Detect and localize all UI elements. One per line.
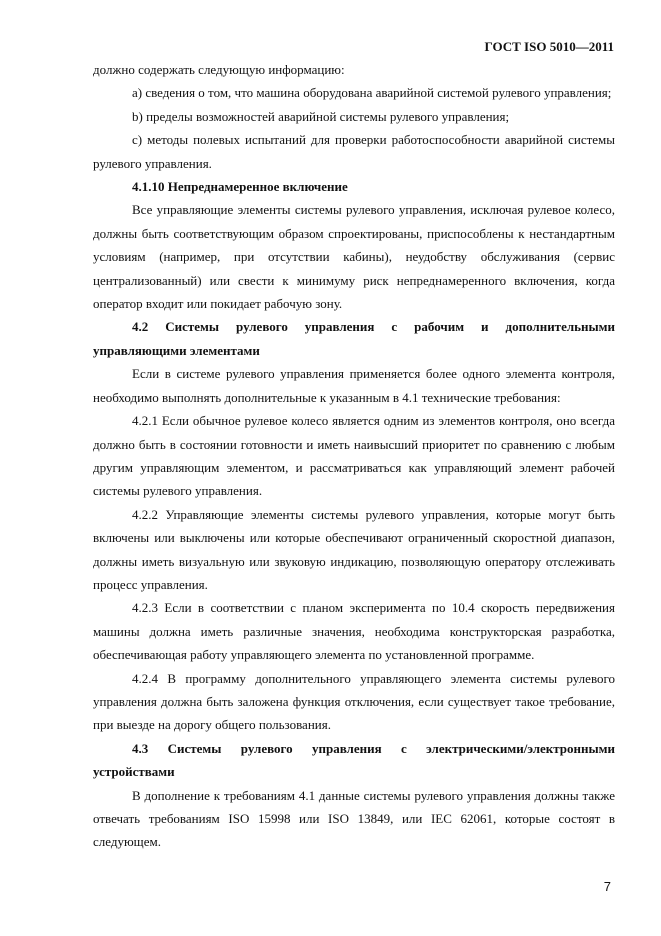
list-item-b: b) пределы возможностей аварийной системы рулевого управления; [132, 108, 510, 124]
list-item-c: c) методы полевых испытаний для проверки работоспособности аварийной системы рулевого управления. [93, 132, 615, 171]
paragraph: Все управляющие элементы системы рулевого управления, исключая рулевое колесо, должны быть соответствующим образом спроектированы, приспособлены к нестандартным условиям (например, при отсутствии кабины), неудобству обслуживания (сервис централизованный) или свести к минимуму риск непреднамеренного включения, когда оператор входит или покидает рабочую зону. [93, 202, 615, 312]
section-heading-4-1-10: 4.1.10 Непреднамеренное включение [132, 179, 348, 195]
section-heading-4-2: 4.2 Системы рулевого управления с рабочим и дополнительными управляющими элементами [93, 319, 615, 358]
clause-4-2-3: 4.2.3 Если в соответствии с планом эксперимента по 10.4 скорость передвижения машины должна иметь различные значения, необходима конструкторская разработка, обеспечивающая работу управляющего элемента по установленной программе. [93, 600, 615, 663]
document-header: ГОСТ ISO 5010—2011 [484, 39, 614, 54]
list-item-a: a) сведения о том, что машина оборудована аварийной системой рулевого управления; [132, 85, 612, 101]
paragraph: В дополнение к требованиям 4.1 данные системы рулевого управления должны также отвечать требованиям ISO 15998 или ISO 13849, или IEC 62061, которые состоят в следующем. [93, 787, 615, 850]
page-body [93, 58, 615, 854]
paragraph: Если в системе рулевого управления применяется более одного элемента контроля, необходимо выполнять дополнительные к указанным в 4.1 технические требования: [93, 366, 615, 405]
clause-4-2-1: 4.2.1 Если обычное рулевое колесо является одним из элементов контроля, оно всегда должно быть в состоянии готовности и иметь наивысший приоритет по сравнению с любым другим управляющим элементом, и рассматриваться как управляющий элемент рабочей системы рулевого управления. [93, 413, 615, 499]
page-number: 7 [603, 879, 611, 894]
paragraph: должно содержать следующую информацию: [93, 62, 345, 77]
clause-4-2-2: 4.2.2 Управляющие элементы системы рулевого управления, которые могут быть включены или выключены или которые обеспечивают ограниченный скоростной диапазон, должны иметь визуальную или звуковую индикацию, позволяющую оператору отслеживать процесс управления. [93, 506, 615, 592]
section-heading-4-3: 4.3 Системы рулевого управления с электрическими/электронными устройствами [93, 740, 615, 780]
clause-4-2-4: 4.2.4 В программу дополнительного управляющего элемента системы рулевого управления должна быть заложена функция отключения, если существует такое требование, при выезде на дорогу общего пользования. [93, 670, 615, 733]
